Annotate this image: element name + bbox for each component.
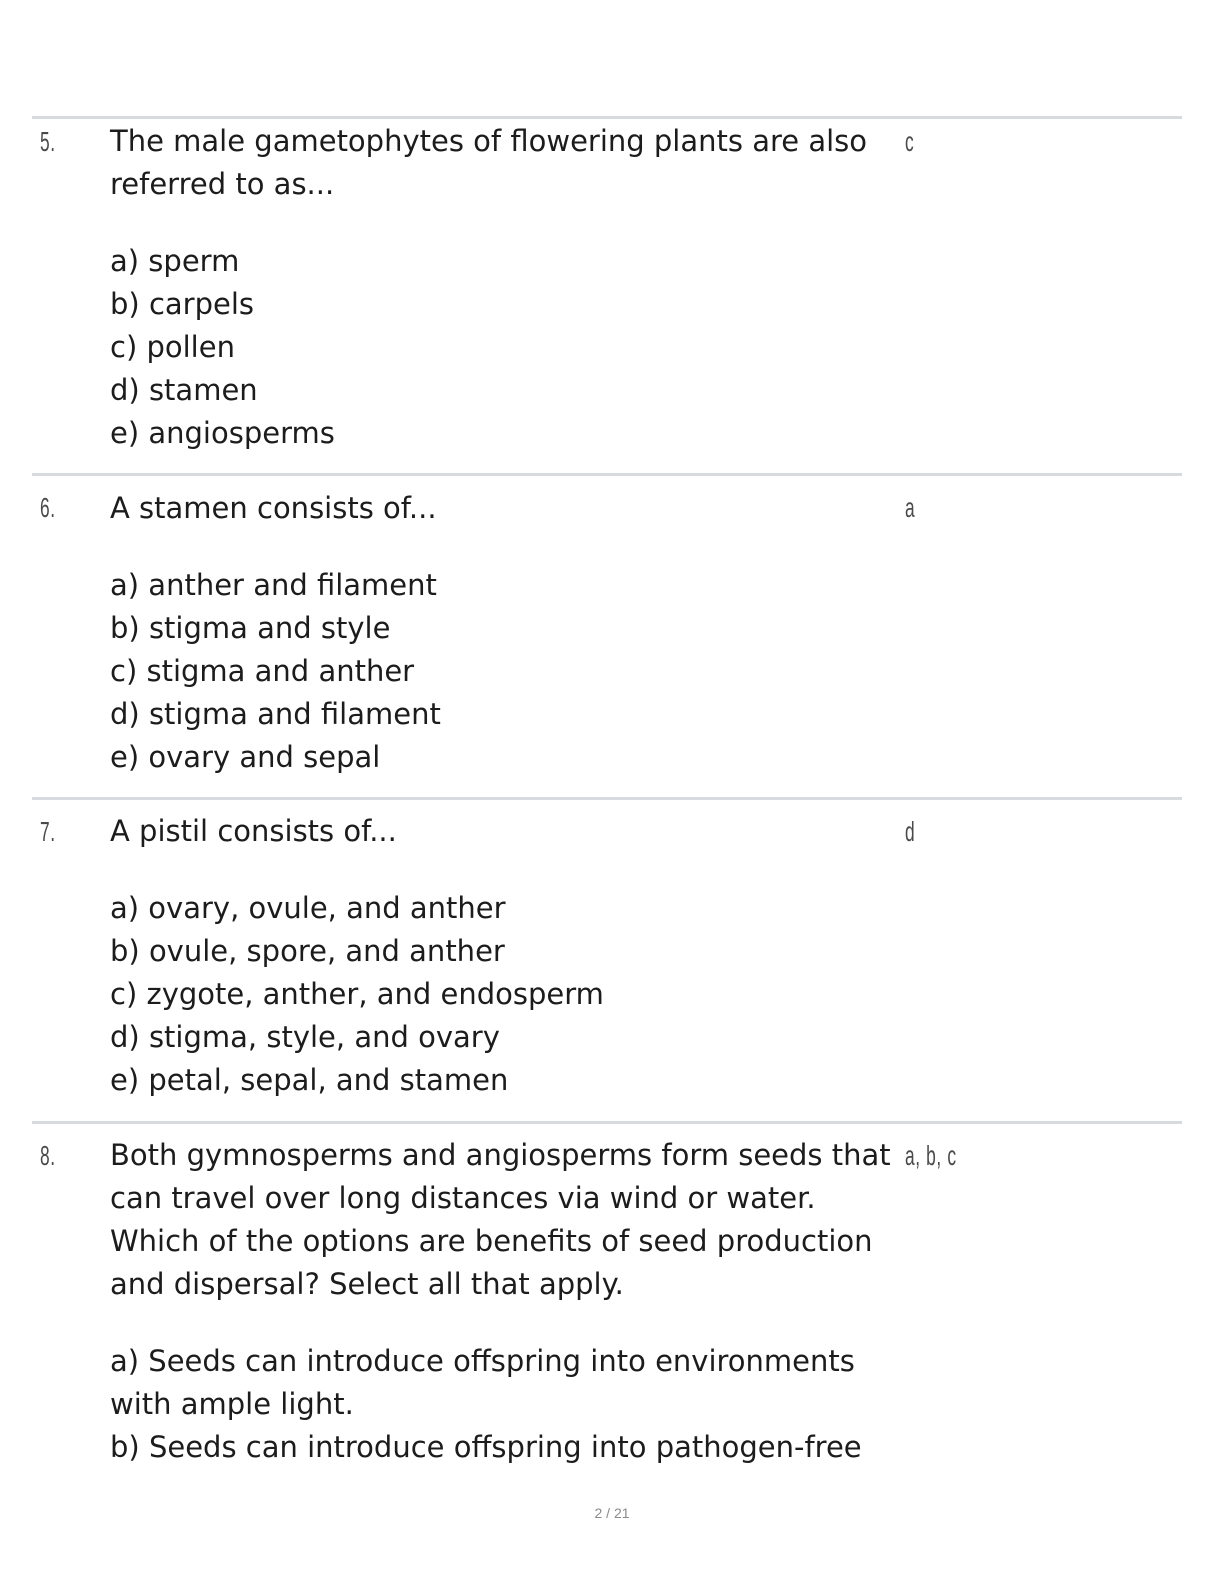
question-number: 5.: [40, 126, 56, 157]
answer-option: d) stigma and filament: [110, 697, 441, 731]
question-body: [110, 1134, 910, 1469]
answer-option: c) zygote, anther, and endosperm: [110, 977, 604, 1011]
question-stem: A pistil consists of...: [110, 814, 397, 848]
answer-option: c) stigma and anther: [110, 654, 415, 688]
question-number: 8.: [40, 1140, 56, 1171]
answer-option: b) Seeds can introduce offspring into pathogen-free: [110, 1430, 862, 1464]
answer-option: a) sperm: [110, 244, 240, 278]
divider: [32, 116, 1182, 119]
question-body: [110, 487, 910, 779]
question-body: [110, 120, 910, 455]
answer-key: c: [905, 126, 915, 157]
answer-option: b) ovule, spore, and anther: [110, 934, 505, 968]
question-body: [110, 810, 910, 1102]
answer-option: d) stigma, style, and ovary: [110, 1020, 500, 1054]
divider: [32, 797, 1182, 800]
page-indicator: 2 / 21: [594, 1505, 630, 1521]
answer-option: a) anther and filament: [110, 568, 437, 602]
divider: [32, 473, 1182, 476]
question-stem: A stamen consists of...: [110, 491, 437, 525]
answer-option: e) petal, sepal, and stamen: [110, 1063, 509, 1097]
answer-key: a: [905, 492, 916, 523]
question-stem: Both gymnosperms and angiosperms form seeds that can travel over long distances via wind or water. Which of the options are benefits of seed production and dispersal? Select all that apply.: [110, 1138, 891, 1301]
question-number: 6.: [40, 492, 56, 523]
question-stem: The male gametophytes of flowering plants are also referred to as...: [110, 124, 868, 201]
answer-option: d) stamen: [110, 373, 258, 407]
question-number: 7.: [40, 816, 56, 847]
answer-key: d: [905, 816, 916, 847]
answer-option: c) pollen: [110, 330, 235, 364]
answer-option: e) ovary and sepal: [110, 740, 381, 774]
answer-option: e) angiosperms: [110, 416, 335, 450]
answer-option: a) Seeds can introduce offspring into environments with ample light.: [110, 1344, 855, 1421]
answer-option: a) ovary, ovule, and anther: [110, 891, 506, 925]
divider: [32, 1121, 1182, 1124]
answer-option: b) carpels: [110, 287, 254, 321]
answer-key: a, b, c: [905, 1140, 957, 1171]
answer-option: b) stigma and style: [110, 611, 391, 645]
